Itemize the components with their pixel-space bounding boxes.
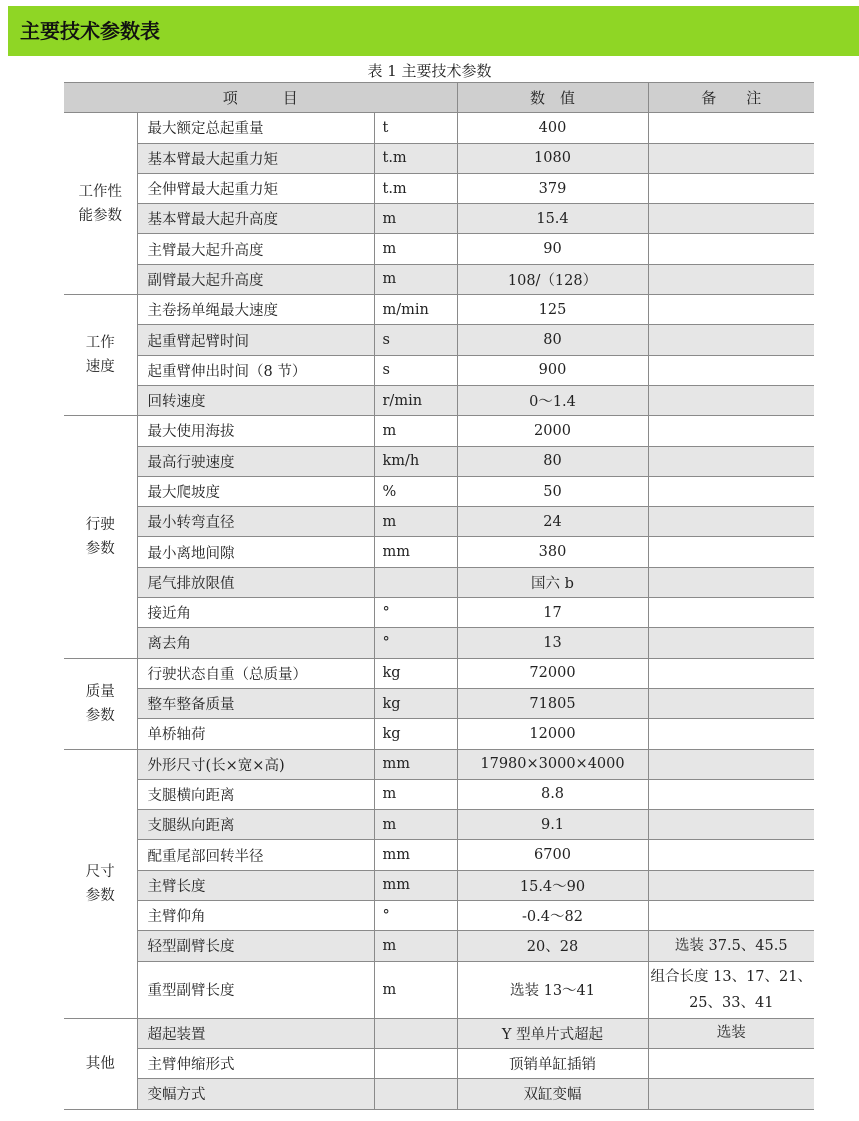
column-header-value: 数 值 (457, 83, 648, 113)
category-label: 质量 (85, 683, 115, 700)
value-cell: 900 (457, 355, 648, 385)
note-cell (648, 628, 814, 658)
note-cell (648, 295, 814, 325)
category-label: 能参数 (78, 207, 122, 224)
value-cell: 17980×3000×4000 (457, 749, 648, 779)
note-cell (648, 264, 814, 294)
value-cell: 0～1.4 (457, 385, 648, 415)
item-cell: 回转速度 (137, 385, 374, 415)
value-cell: 12000 (457, 719, 648, 749)
column-header-item: 项 目 (64, 83, 457, 113)
note-cell (648, 870, 814, 900)
note-cell (648, 1079, 814, 1109)
item-cell: 最小离地间隙 (137, 537, 374, 567)
table-row (64, 719, 814, 749)
note-cell (648, 173, 814, 203)
note-cell (648, 204, 814, 234)
unit-cell: t (374, 113, 457, 143)
table-row (64, 658, 814, 688)
value-cell: Y 型单片式超起 (457, 1018, 648, 1048)
value-cell: 1080 (457, 143, 648, 173)
category-label: 工作 (85, 335, 115, 352)
note-cell (648, 901, 814, 931)
note-cell (648, 749, 814, 779)
value-cell: 8.8 (457, 779, 648, 809)
note-cell (648, 598, 814, 628)
note-cell (648, 1048, 814, 1078)
item-cell: 离去角 (137, 628, 374, 658)
value-cell: 90 (457, 234, 648, 264)
page-title: 主要技术参数表 (20, 19, 160, 43)
item-cell: 基本臂最大起重力矩 (137, 143, 374, 173)
table-row (64, 173, 814, 203)
note-cell (648, 355, 814, 385)
unit-cell: ° (374, 598, 457, 628)
table-row (64, 537, 814, 567)
table-row (64, 446, 814, 476)
table-row (64, 507, 814, 537)
unit-cell: s (374, 325, 457, 355)
unit-cell: mm (374, 537, 457, 567)
table-row (64, 810, 814, 840)
unit-cell: r/min (374, 385, 457, 415)
value-cell: 国六 b (457, 567, 648, 597)
unit-cell: t.m (374, 143, 457, 173)
table-row (64, 961, 814, 1018)
category-label: 尺寸 (85, 863, 115, 880)
value-cell: 80 (457, 446, 648, 476)
note-cell (648, 476, 814, 506)
value-cell: 379 (457, 173, 648, 203)
table-row (64, 628, 814, 658)
table-row (64, 1079, 814, 1109)
table-row (64, 1018, 814, 1048)
table-row (64, 1048, 814, 1078)
item-cell: 支腿横向距离 (137, 779, 374, 809)
value-cell: 80 (457, 325, 648, 355)
unit-cell: m (374, 810, 457, 840)
item-cell: 最高行驶速度 (137, 446, 374, 476)
unit-cell: m (374, 416, 457, 446)
unit-cell: ° (374, 901, 457, 931)
value-cell: 15.4 (457, 204, 648, 234)
unit-cell (374, 1079, 457, 1109)
table-body (64, 113, 814, 1109)
unit-cell: % (374, 476, 457, 506)
unit-cell (374, 1018, 457, 1048)
note-cell (648, 688, 814, 718)
note-cell (648, 143, 814, 173)
value-cell: 125 (457, 295, 648, 325)
category-label: 其他 (85, 1055, 115, 1072)
item-cell: 配重尾部回转半径 (137, 840, 374, 870)
note-cell: 选装 37.5、45.5 (648, 931, 814, 961)
table-row (64, 901, 814, 931)
unit-cell: mm (374, 840, 457, 870)
item-cell: 外形尺寸(长×宽×高) (137, 749, 374, 779)
category-label: 参数 (85, 540, 115, 557)
unit-cell: m (374, 931, 457, 961)
table-row (64, 295, 814, 325)
note-cell (648, 416, 814, 446)
item-cell: 基本臂最大起升高度 (137, 204, 374, 234)
item-cell: 最大额定总起重量 (137, 113, 374, 143)
item-cell: 主臂长度 (137, 870, 374, 900)
table-row (64, 416, 814, 446)
table-row (64, 113, 814, 143)
note-cell (648, 385, 814, 415)
unit-cell: m (374, 779, 457, 809)
note-cell (648, 779, 814, 809)
item-cell: 单桥轴荷 (137, 719, 374, 749)
value-cell: 9.1 (457, 810, 648, 840)
unit-cell: s (374, 355, 457, 385)
unit-cell (374, 1048, 457, 1078)
item-cell: 最小转弯直径 (137, 507, 374, 537)
note-cell (648, 658, 814, 688)
category-label: 工作性 (78, 183, 122, 200)
unit-cell: m/min (374, 295, 457, 325)
table-row (64, 355, 814, 385)
unit-cell: mm (374, 870, 457, 900)
value-cell: -0.4～82 (457, 901, 648, 931)
category-label: 参数 (85, 887, 115, 904)
item-cell: 超起装置 (137, 1018, 374, 1048)
note-cell (648, 567, 814, 597)
table-row (64, 476, 814, 506)
value-cell: 108/（128） (457, 264, 648, 294)
category-cell (64, 1018, 137, 1109)
unit-cell: m (374, 234, 457, 264)
item-cell: 变幅方式 (137, 1079, 374, 1109)
table-row (64, 749, 814, 779)
category-label: 行驶 (85, 516, 115, 533)
value-cell: 17 (457, 598, 648, 628)
unit-cell: km/h (374, 446, 457, 476)
table-row (64, 325, 814, 355)
value-cell: 71805 (457, 688, 648, 718)
table-caption: 表 1 主要技术参数 (367, 62, 492, 80)
table-row (64, 567, 814, 597)
spec-table (64, 82, 814, 1110)
table-header-row (64, 83, 814, 113)
item-cell: 起重臂伸出时间（8 节） (137, 355, 374, 385)
note-cell (648, 234, 814, 264)
table-row (64, 688, 814, 718)
value-cell: 2000 (457, 416, 648, 446)
column-header-note: 备 注 (648, 83, 814, 113)
item-cell: 最大使用海拔 (137, 416, 374, 446)
item-cell: 接近角 (137, 598, 374, 628)
category-cell (64, 295, 137, 416)
unit-cell: mm (374, 749, 457, 779)
table-row (64, 204, 814, 234)
table-row (64, 234, 814, 264)
item-cell: 主臂仰角 (137, 901, 374, 931)
note-cell (648, 719, 814, 749)
item-cell: 尾气排放限值 (137, 567, 374, 597)
value-cell: 15.4～90 (457, 870, 648, 900)
note-cell: 选装 (648, 1018, 814, 1048)
category-cell (64, 658, 137, 749)
title-banner (8, 6, 859, 56)
value-cell: 380 (457, 537, 648, 567)
table-row (64, 931, 814, 961)
item-cell: 最大爬坡度 (137, 476, 374, 506)
category-cell (64, 113, 137, 295)
unit-cell: m (374, 961, 457, 1018)
item-cell: 主臂最大起升高度 (137, 234, 374, 264)
item-cell: 主臂伸缩形式 (137, 1048, 374, 1078)
table-row (64, 870, 814, 900)
table-row (64, 385, 814, 415)
item-cell: 轻型副臂长度 (137, 931, 374, 961)
category-label: 参数 (85, 707, 115, 724)
note-cell (648, 507, 814, 537)
note-cell (648, 325, 814, 355)
note-cell (648, 537, 814, 567)
value-cell: 6700 (457, 840, 648, 870)
item-cell: 整车整备质量 (137, 688, 374, 718)
unit-cell: m (374, 264, 457, 294)
note-cell: 组合长度 13、17、21、25、33、41 (648, 961, 814, 1018)
item-cell: 全伸臂最大起重力矩 (137, 173, 374, 203)
value-cell: 400 (457, 113, 648, 143)
value-cell: 72000 (457, 658, 648, 688)
value-cell: 50 (457, 476, 648, 506)
unit-cell: kg (374, 658, 457, 688)
note-cell (648, 810, 814, 840)
item-cell: 起重臂起臂时间 (137, 325, 374, 355)
table-row (64, 143, 814, 173)
category-cell (64, 749, 137, 1018)
value-cell: 选装 13～41 (457, 961, 648, 1018)
table-row (64, 598, 814, 628)
item-cell: 行驶状态自重（总质量） (137, 658, 374, 688)
unit-cell: ° (374, 628, 457, 658)
unit-cell: kg (374, 719, 457, 749)
value-cell: 20、28 (457, 931, 648, 961)
note-cell (648, 113, 814, 143)
item-cell: 支腿纵向距离 (137, 810, 374, 840)
table-row (64, 264, 814, 294)
category-cell (64, 416, 137, 658)
table-row (64, 779, 814, 809)
unit-cell (374, 567, 457, 597)
unit-cell: m (374, 507, 457, 537)
item-cell: 副臂最大起升高度 (137, 264, 374, 294)
note-cell (648, 840, 814, 870)
value-cell: 13 (457, 628, 648, 658)
value-cell: 24 (457, 507, 648, 537)
value-cell: 双缸变幅 (457, 1079, 648, 1109)
value-cell: 顶销单缸插销 (457, 1048, 648, 1078)
unit-cell: m (374, 204, 457, 234)
unit-cell: t.m (374, 173, 457, 203)
item-cell: 主卷扬单绳最大速度 (137, 295, 374, 325)
note-cell (648, 446, 814, 476)
table-row (64, 840, 814, 870)
item-cell: 重型副臂长度 (137, 961, 374, 1018)
unit-cell: kg (374, 688, 457, 718)
category-label: 速度 (85, 359, 115, 376)
